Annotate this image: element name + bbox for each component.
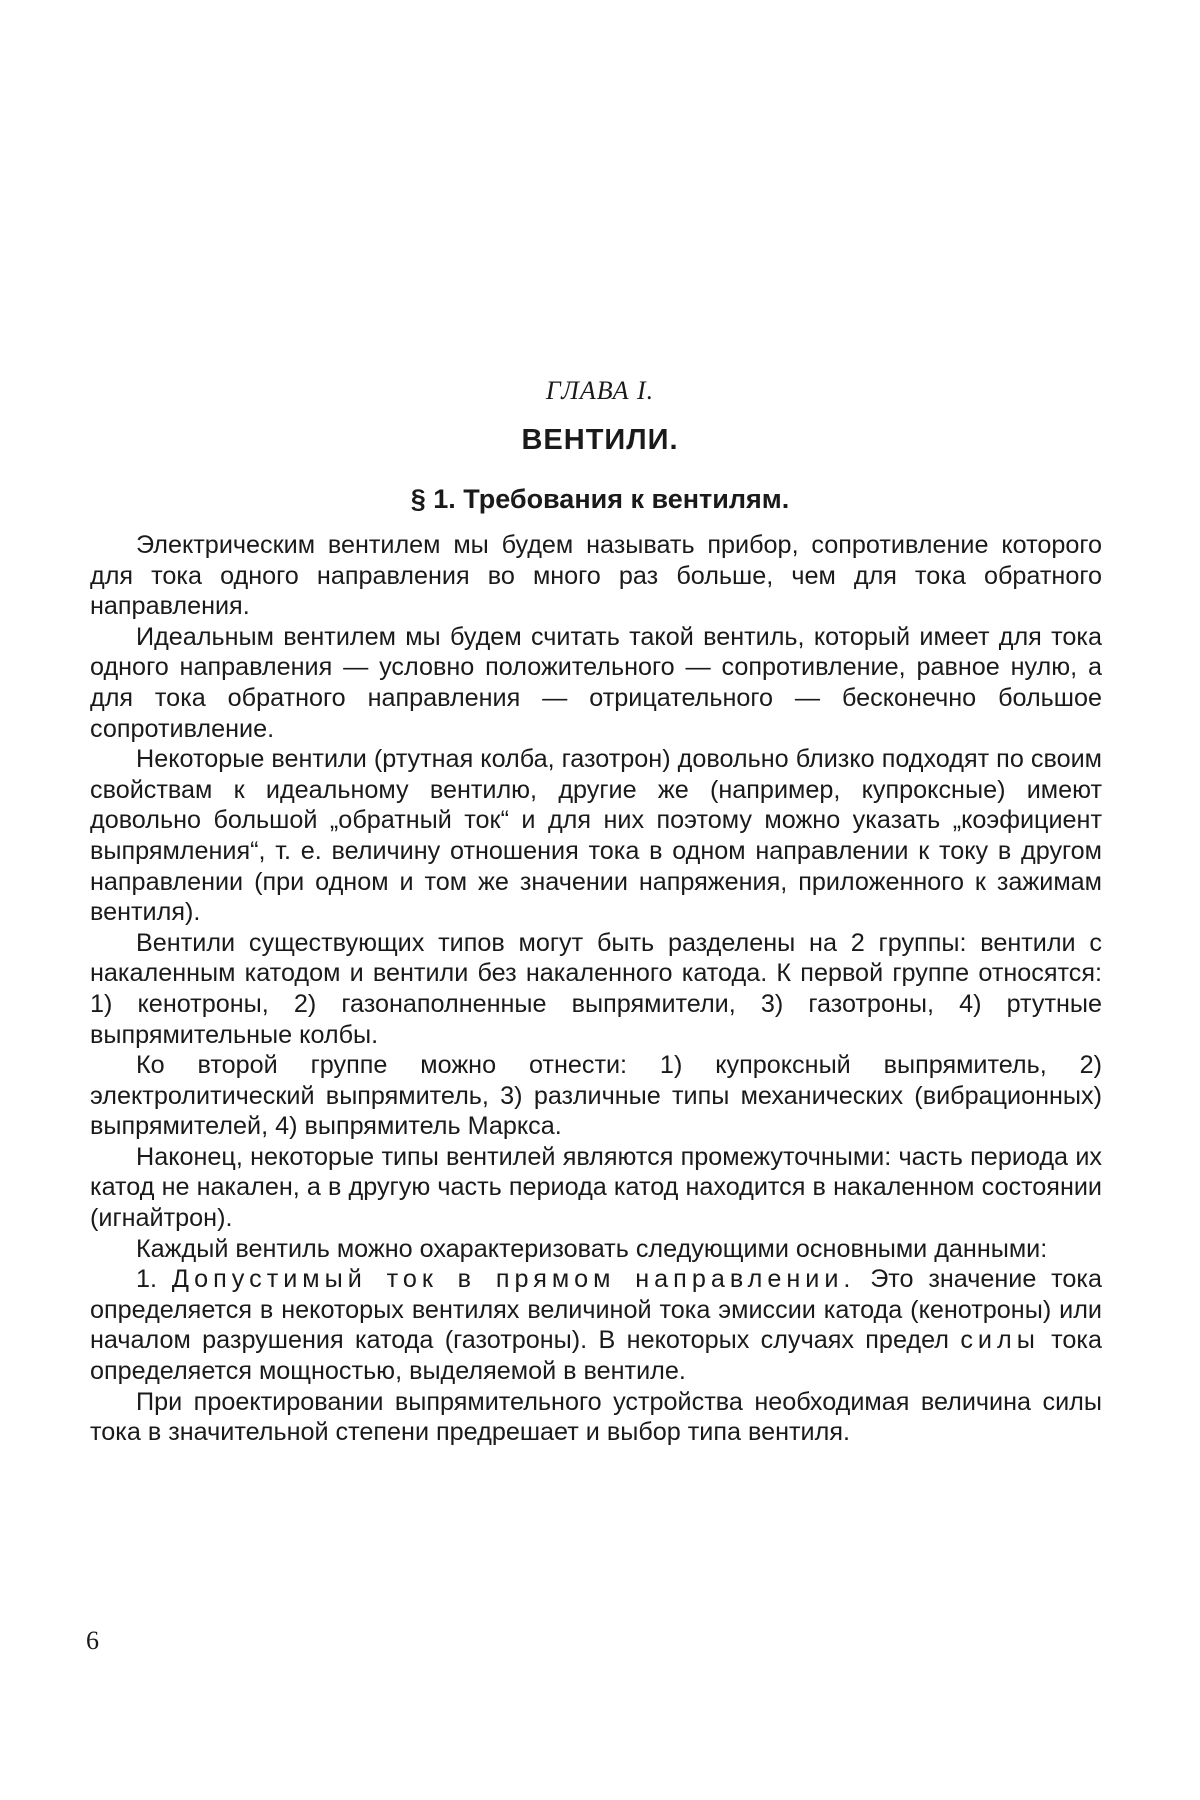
list-item-text-2: тока определяется мощностью, выделяемой в вентиле.: [90, 1326, 1102, 1386]
paragraph: Вентили существующих типов могут быть разделены на 2 группы: вентили с накаленным катодом и вентили без накаленного катода. К первой группе относятся: 1) кенотроны, 2) газонаполненные выпрямители, 3) газотроны, 4) ртутные выпрямительные колбы.: [90, 928, 1102, 1049]
paragraph: Идеальным вентилем мы будем считать такой вентиль, который имеет для тока одного направления — условно положительного — сопротивление, равное нулю, а для тока обратного направления — отрицательного — бесконечно большое сопротивление.: [90, 622, 1102, 743]
chapter-title: ВЕНТИЛИ.: [521, 424, 679, 456]
page-number: 6: [86, 1626, 99, 1655]
body-text: [90, 530, 1102, 1448]
list-item-1: [90, 1264, 1102, 1386]
list-item-number: 1.: [136, 1265, 158, 1294]
list-item-text: Это значение тока определяется в некоторых вентилях величиной тока эмиссии катода (кенотроны) или началом разрушения катода (газотроны). В некоторых случаях предел: [90, 1265, 1103, 1355]
paragraph: Ко второй группе можно отнести: 1) купроксный выпрямитель, 2) электролитический выпрямитель, 3) различные типы механических (вибрационных) выпрямителей, 4) выпрямитель Маркса.: [90, 1051, 1102, 1141]
list-item-term: Допустимый ток в прямом направлении.: [171, 1265, 856, 1294]
paragraph: Каждый вентиль можно охарактеризовать следующими основными данными:: [136, 1234, 1048, 1263]
final-paragraph: При проектировании выпрямительного устройства необходимая величина силы тока в значительной степени предрешает и выбор типа вентиля.: [90, 1387, 1102, 1447]
section-title: § 1. Требования к вентилям.: [410, 484, 790, 514]
paragraph: Некоторые вентили (ртутная колба, газотрон) довольно близко подходят по своим свойствам к идеальному вентилю, другие же (например, купроксные) имеют довольно большой „обратный ток“ и для них поэтому можно указать „коэфициент выпрямления“, т. е. величину отношения тока в одном направлении к току в другом направлении (при одном и том же значении напряжения, приложенного к зажимам вентиля).: [90, 745, 1102, 927]
chapter-label: ГЛАВА I.: [545, 376, 655, 405]
paragraph: Наконец, некоторые типы вентилей являются промежуточными: часть периода их катод не накален, а в другую часть периода катод находится в накаленном состоянии (игнайтрон).: [90, 1142, 1102, 1233]
list-item-term-2: силы: [960, 1326, 1040, 1355]
paragraph: Электрическим вентилем мы будем называть прибор, сопротивление которого для тока одного направления во много раз больше, чем для тока обратного направления.: [90, 531, 1102, 621]
